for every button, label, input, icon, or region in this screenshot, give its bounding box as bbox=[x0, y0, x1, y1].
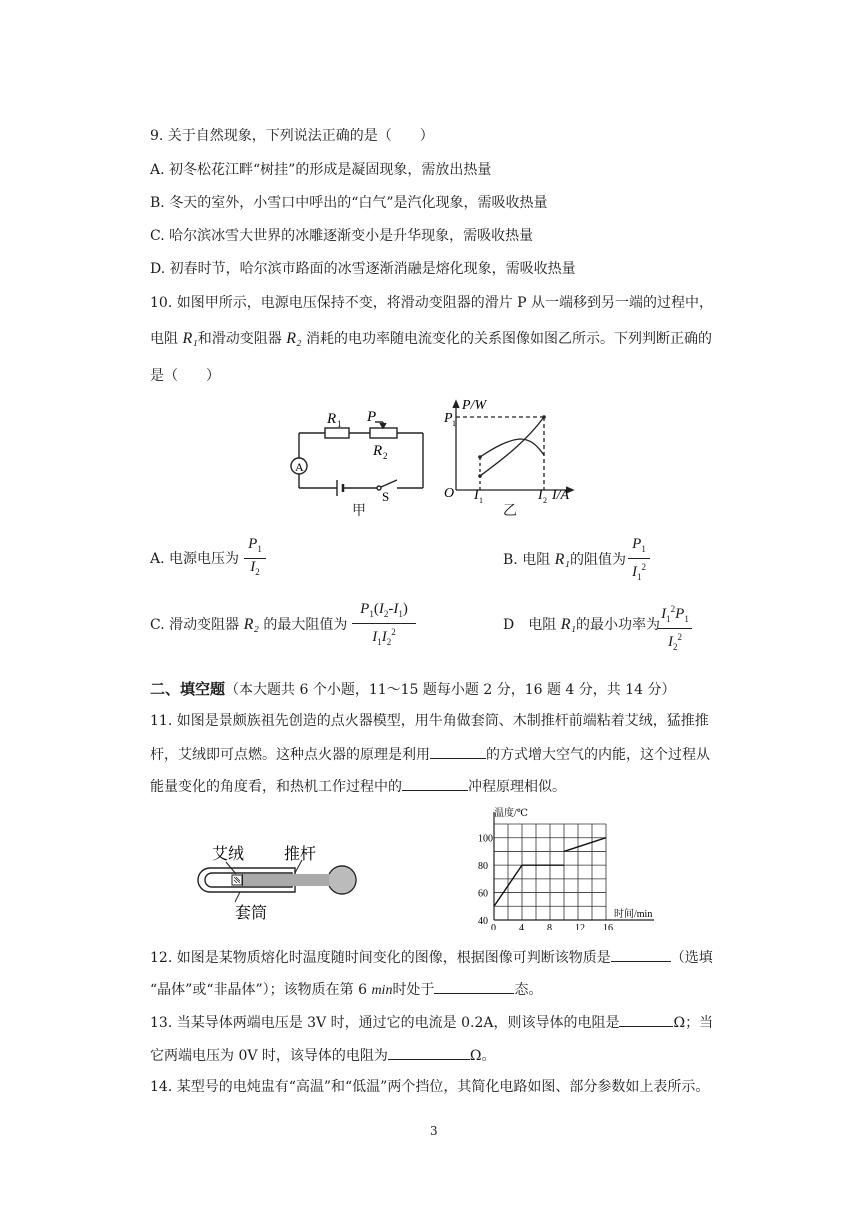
q11-line1: 11. 如图是景颇族祖先创造的点火器模型，用牛角做套筒、木制推杆前端粘着艾绒，猛推推 bbox=[150, 713, 709, 729]
q11-line2: 杆，艾绒即可点燃。这种点火器的原理是利用 的方式增大空气的内能，这个过程从 bbox=[150, 747, 710, 763]
graph-xlabel: I/A bbox=[552, 488, 570, 503]
graph-p1: P bbox=[444, 411, 453, 426]
chart-ylabel: 温度/℃ bbox=[494, 808, 528, 819]
chart-xlabel: 时间/min bbox=[614, 909, 653, 920]
r1-label: R bbox=[327, 411, 337, 427]
q9-option-a: A. 初冬松花江畔“树挂”的形成是凝固现象，需放出热量 bbox=[150, 162, 492, 178]
q14-line1: 14. 某型号的电炖盅有“高温”和“低温”两个挡位，其简化电路如图、部分参数如上表所示。 bbox=[150, 1079, 710, 1095]
q12-blank-1[interactable] bbox=[611, 949, 671, 962]
q11-blank-1[interactable] bbox=[430, 746, 486, 759]
graph-origin: O bbox=[444, 486, 455, 501]
x-tick-label: 0 bbox=[491, 923, 496, 930]
x-tick-label: 8 bbox=[547, 923, 552, 930]
q10-option-a: A. 电源电压为 bbox=[150, 551, 240, 567]
graph-i2: I bbox=[538, 488, 543, 503]
q9-stem: 9. 关于自然现象，下列说法正确的是（ ） bbox=[150, 128, 434, 144]
ammeter-label: A bbox=[295, 460, 304, 474]
q12-line1: 12. 如图是某物质熔化时温度随时间变化的图像，根据图像可判断该物质是 （选填 bbox=[150, 950, 713, 966]
q13-blank-2[interactable] bbox=[388, 1047, 470, 1060]
q11-blank-2[interactable] bbox=[402, 778, 468, 791]
switch-label: S bbox=[382, 489, 390, 504]
q9-option-c: C. 哈尔滨冰雪大世界的冰雕逐渐变小是升华现象，需吸收热量 bbox=[150, 228, 534, 244]
q10-option-d-formula: $I_1^2P_1$ $I_2^2$ bbox=[658, 601, 692, 656]
q10-line2: 电阻 R₁和滑动变阻器 R₂ 消耗的电功率随电流变化的关系图像如图乙所示。下列判断正确的 bbox=[150, 330, 713, 347]
section2-heading: 二、填空题（本大题共 6 个小题，11～15 题每小题 2 分，16 题 4 分，共 14 分） bbox=[150, 680, 676, 698]
melting-temperature-chart bbox=[466, 800, 691, 930]
q10-option-c: C. 滑动变阻器 R₂ 的最大阻值为 bbox=[150, 616, 348, 633]
x-tick-label: 16 bbox=[603, 923, 613, 930]
q10-option-b: B. 电阻 R₁的阻值为 bbox=[503, 551, 626, 568]
y-tick-label: 60 bbox=[478, 888, 488, 900]
label-tuigan: 推杆 bbox=[284, 846, 317, 863]
r2-sub: 2 bbox=[383, 451, 388, 461]
graph-i2-sub: 2 bbox=[543, 496, 547, 505]
fig-jia-caption: 甲 bbox=[352, 503, 366, 519]
x-tick-label: 12 bbox=[575, 923, 585, 930]
temperature-line-segment bbox=[564, 838, 606, 852]
q10-line3: 是（ ） bbox=[150, 368, 220, 384]
q10-option-c-formula: $P_1(I_2-I_1)$ $I_1I_2^2$ bbox=[352, 601, 416, 651]
y-tick-label: 80 bbox=[478, 861, 488, 873]
q12-line2: “晶体”或“非晶体”）；该物质在第 6 min时处于 态。 bbox=[150, 982, 543, 998]
graph-p1-sub: 1 bbox=[452, 419, 456, 428]
graph-ylabel: P/W bbox=[462, 398, 487, 413]
q12-blank-2[interactable] bbox=[434, 981, 514, 994]
q9-option-d: D. 初春时节，哈尔滨市路面的冰雪逐渐消融是熔化现象，需吸收热量 bbox=[150, 261, 576, 277]
power-current-graph-yi bbox=[440, 395, 600, 510]
y-tick-label: 100 bbox=[478, 833, 493, 845]
q13-line1: 13. 当某导体两端电压是 3V 时，通过它的电流是 0.2A，则该导体的电阻是 Ω；当 bbox=[150, 1015, 714, 1031]
label-taotong: 套筒 bbox=[235, 905, 268, 922]
q13-blank-1[interactable] bbox=[619, 1014, 673, 1027]
label-airong: 艾绒 bbox=[212, 846, 245, 863]
slider-p-label: P bbox=[367, 409, 377, 425]
fig-yi-caption: 乙 bbox=[503, 503, 517, 519]
q13-line2: 它两端电压为 0V 时，该导体的电阻为 Ω。 bbox=[150, 1048, 496, 1064]
x-tick-label: 4 bbox=[519, 923, 524, 930]
q10-line1: 10. 如图甲所示，电源电压保持不变，将滑动变阻器的滑片 P 从一端移到另一端的过程中， bbox=[150, 295, 714, 311]
q10-option-d: D 电阻 R₁的最小功率为 bbox=[503, 616, 661, 633]
y-tick-label: 40 bbox=[478, 916, 488, 927]
q10-option-a-formula: $P_1$ $I_2$ bbox=[244, 536, 266, 581]
page-number: 3 bbox=[430, 1124, 438, 1138]
q9-option-b: B. 冬天的室外，小雪口中呼出的“白气”是汽化现象，需吸收热量 bbox=[150, 195, 548, 211]
q11-line3: 能量变化的角度看，和热机工作过程中的 冲程原理相似。 bbox=[150, 779, 566, 795]
r2-label: R bbox=[373, 443, 383, 459]
r1-sub: 1 bbox=[337, 419, 342, 429]
q10-option-b-formula: $P_1$ $I_1^2$ bbox=[628, 536, 650, 586]
fire-piston-diagram bbox=[180, 840, 370, 930]
graph-i1-sub: 1 bbox=[479, 496, 483, 505]
graph-i1: I bbox=[474, 488, 479, 503]
